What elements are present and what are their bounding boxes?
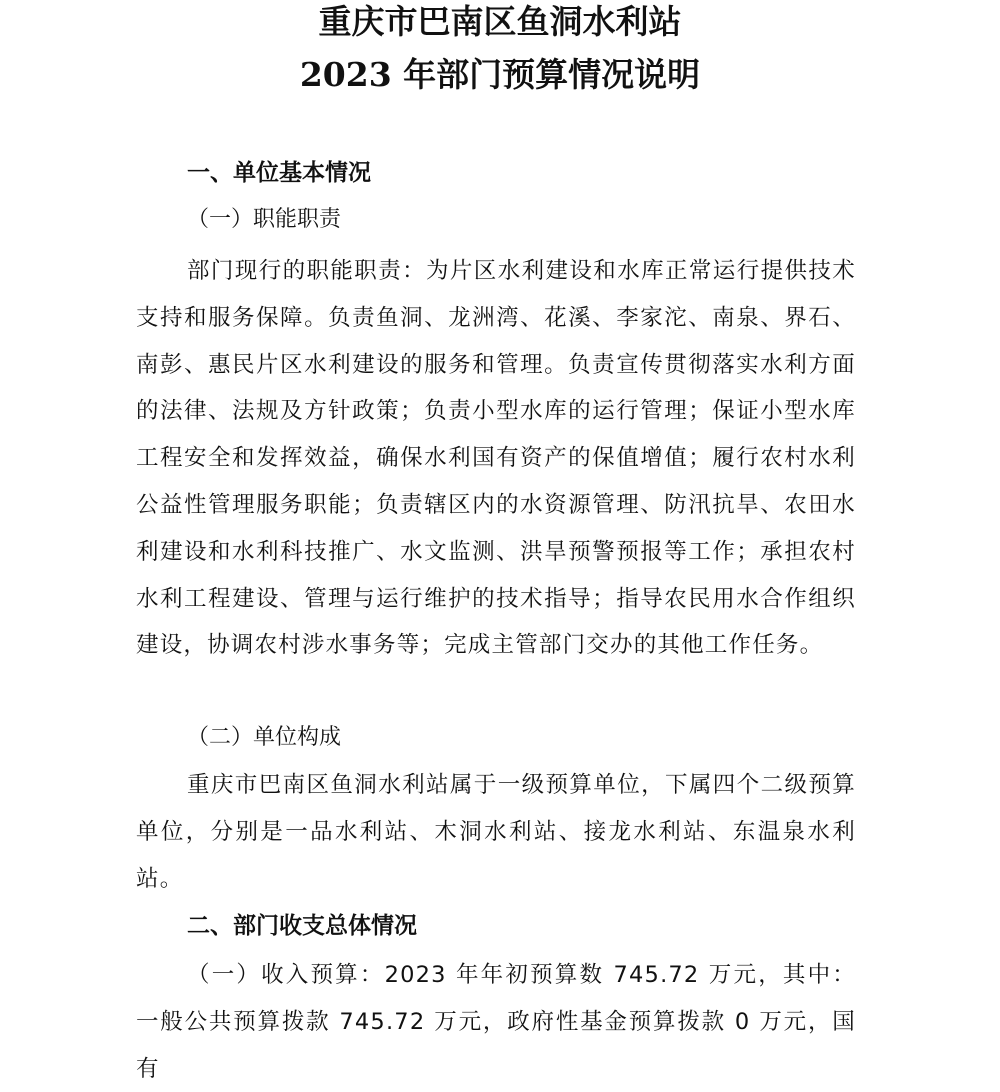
- section-heading-budget-overview: 二、部门收支总体情况: [187, 913, 417, 939]
- document-title-line1: 重庆市巴南区鱼洞水利站: [318, 2, 682, 41]
- section-heading-basic-info: 一、单位基本情况: [187, 160, 371, 186]
- document-title-line2: 2023 年部门预算情况说明: [299, 55, 701, 94]
- income-budget-text: 2023 年年初预算数 745.72 万元，其中：一般公共预算拨款 745.72 万元，政府性基金预算拨款 0 万元，国有: [136, 962, 856, 1082]
- paragraph-income-budget: [136, 952, 856, 1092]
- subheading-unit-composition: （二）单位构成: [187, 725, 342, 750]
- subheading-duties: （一）职能职责: [187, 207, 342, 232]
- paragraph-duties: 部门现行的职能职责：为片区水利建设和水库正常运行提供技术支持和服务保障。负责鱼洞、龙洲湾、花溪、李家沱、南泉、界石、南彭、惠民片区水利建设的服务和管理。负责宣传贯彻落实水利方面的法律、法规及方针政策；负责小型水库的运行管理；保证小型水库工程安全和发挥效益，确保水利国有资产的保值增值；履行农村水利公益性管理服务职能；负责辖区内的水资源管理、防汛抗旱、农田水利建设和水利科技推广、水文监测、洪旱预警预报等工作；承担农村水利工程建设、管理与运行维护的技术指导；指导农民用水合作组织建设，协调农村涉水事务等；完成主管部门交办的其他工作任务。: [136, 258, 856, 659]
- income-budget-lead: （一）收入预算：: [187, 962, 385, 988]
- paragraph-unit-composition: 重庆市巴南区鱼洞水利站属于一级预算单位，下属四个二级预算单位，分别是一品水利站、木洞水利站、接龙水利站、东温泉水利站。: [136, 772, 856, 892]
